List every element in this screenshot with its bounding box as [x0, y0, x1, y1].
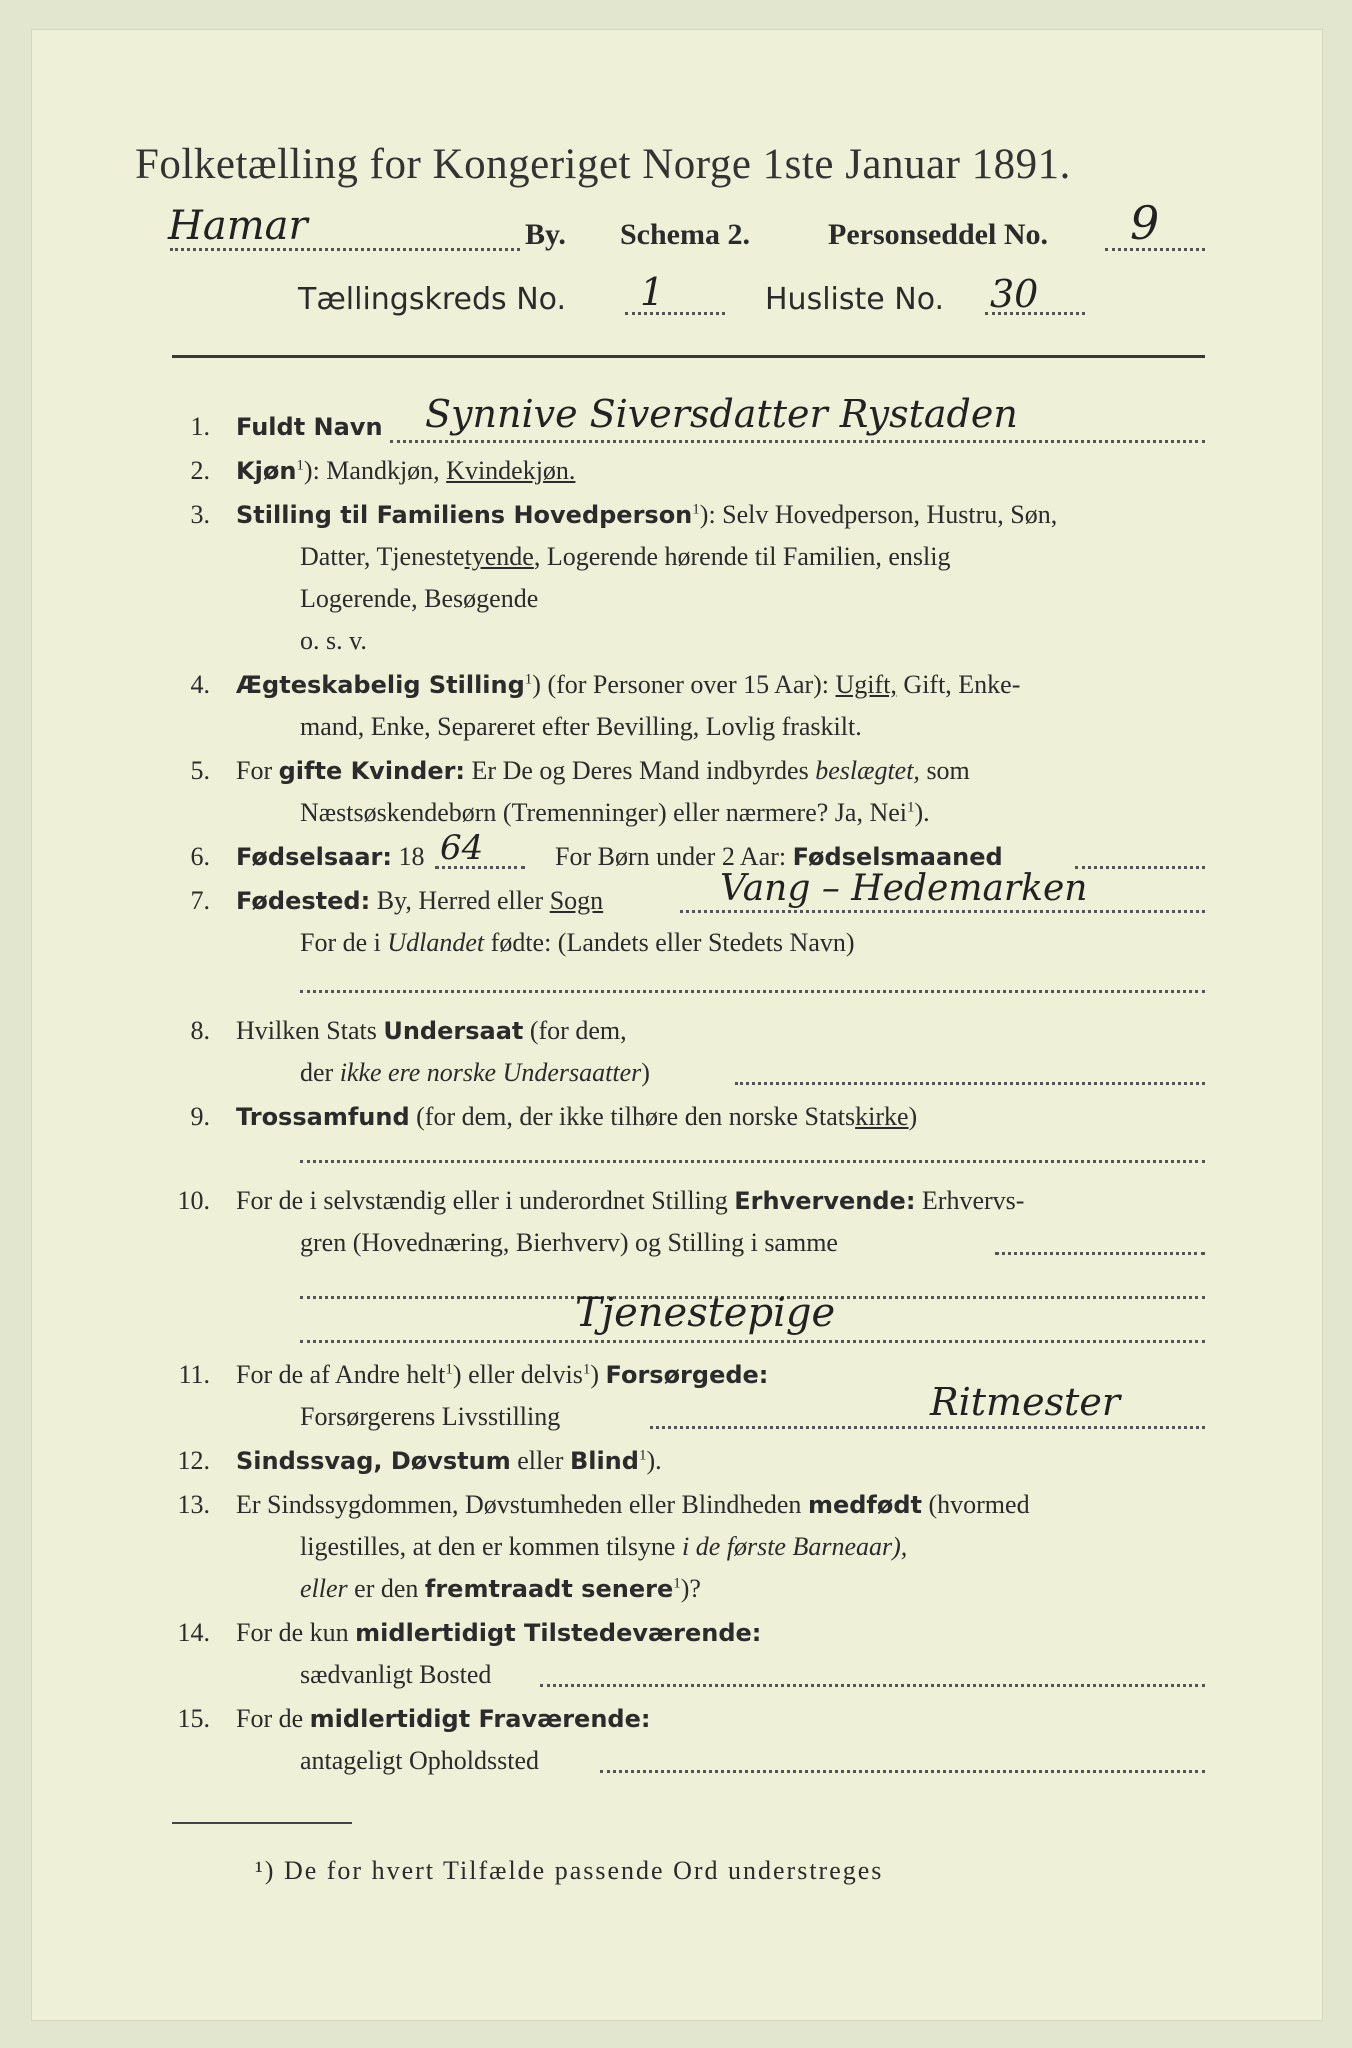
husliste-label: Husliste No. — [765, 282, 945, 317]
religion-selected: kirke — [855, 1102, 909, 1131]
religion-label: Trossamfund — [236, 1103, 410, 1131]
citizenship-label: Undersaat — [383, 1017, 524, 1045]
form-title: Folketælling for Kongeriget Norge 1ste Januar 1891. — [135, 141, 1071, 188]
personseddel-label: Personseddel No. — [828, 218, 1048, 251]
congenital-text: Er Sindssygdommen, Døvstumheden eller Blindheden — [236, 1490, 802, 1519]
citizenship-text: der — [300, 1058, 334, 1087]
occupation-label: Erhvervende: — [734, 1187, 916, 1215]
item-number: 5. — [190, 756, 210, 785]
disability-label: Sindssvag, Døvstum — [236, 1447, 511, 1475]
marital-status-label: Ægteskabelig Stilling — [236, 671, 525, 699]
family-position-text: , Logerende hørende til Familien, enslig — [533, 542, 951, 571]
birth-year-label: Fødselsaar: — [236, 843, 392, 871]
birthplace-answer: Vang – Hedemarken — [720, 868, 1088, 909]
birth-month-dots — [1075, 866, 1205, 869]
congenital-text: eller — [300, 1574, 348, 1603]
congenital-text: i de første Barneaar), — [681, 1532, 908, 1561]
place-dots — [170, 248, 520, 251]
census-form-page — [32, 30, 1322, 2020]
birthplace-text: By, Herred eller — [376, 886, 544, 915]
birthplace-label: Fødested: — [236, 887, 371, 915]
header-rule — [172, 355, 1205, 358]
congenital-label: medfødt — [807, 1491, 922, 1519]
husliste-number: 30 — [990, 272, 1039, 316]
item-number: 2. — [190, 456, 210, 485]
full-name-answer: Synnive Siversdatter Rystaden — [425, 392, 1018, 436]
married-women-text: Næstsøskendebørn (Tremenninger) eller nærmere? Ja, Nei — [300, 798, 907, 827]
temporary-present-text: For de kun — [236, 1618, 349, 1647]
item-number: 9. — [190, 1102, 210, 1131]
birth-month-text: For Børn under 2 Aar: — [555, 842, 787, 871]
dependent-label: Forsørgede: — [605, 1361, 769, 1389]
by-label: By. — [525, 218, 566, 251]
foreign-birthplace-dots — [300, 990, 1205, 993]
full-name-label: Fuldt Navn — [236, 413, 383, 441]
family-position-text: o. s. v. — [300, 626, 367, 655]
item-number: 13. — [177, 1490, 210, 1519]
item-number: 12. — [177, 1446, 210, 1475]
congenital-text: ligestilles, at den er kommen tilsyne — [300, 1532, 676, 1561]
birth-year-answer: 64 — [440, 828, 484, 868]
foreign-birthplace-text: For de i — [300, 928, 381, 957]
personseddel-number: 9 — [1130, 196, 1160, 250]
tellingskreds-label: Tællingskreds No. — [298, 282, 566, 317]
item-number: 11. — [178, 1360, 210, 1389]
item-number: 14. — [177, 1618, 210, 1647]
religion-dots — [300, 1160, 1205, 1163]
schema-label: Schema 2. — [620, 218, 750, 251]
citizenship-text: (for dem, — [529, 1016, 627, 1045]
disability-text: eller — [517, 1446, 564, 1475]
citizenship-text: ikke ere norske Undersaatter — [339, 1058, 642, 1087]
item-number: 8. — [190, 1016, 210, 1045]
congenital-label: fremtraadt senere — [424, 1575, 674, 1603]
usual-residence-text: sædvanligt Bosted — [300, 1660, 492, 1689]
married-women-text: For — [236, 756, 273, 785]
full-name-dots — [390, 440, 1205, 443]
dependent-text: For de af Andre helt — [236, 1360, 446, 1389]
item-number: 15. — [177, 1704, 210, 1733]
marital-status-text: mand, Enke, Separeret efter Bevilling, Lovlig fraskilt. — [300, 712, 862, 741]
dependent-text: eller delvis — [468, 1360, 583, 1389]
birth-month-label: Fødselsmaaned — [792, 843, 1003, 871]
birth-year-prefix: 18 — [398, 842, 425, 871]
husliste-dots — [985, 312, 1085, 315]
personseddel-dots — [1105, 248, 1205, 251]
temporary-absent-text: For de — [236, 1704, 304, 1733]
probable-residence-dots — [600, 1770, 1205, 1773]
religion-text: (for dem, der ikke tilhøre den norske Stats — [416, 1102, 856, 1131]
family-position-label: Stilling til Familiens Hovedperson — [236, 501, 693, 529]
item-number: 4. — [190, 670, 210, 699]
item-number: 3. — [190, 500, 210, 529]
temporary-present-label: midlertidigt Tilstedeværende: — [355, 1619, 762, 1647]
occupation-answer: Tjenestepige — [575, 1290, 836, 1336]
family-position-selected: tyende — [464, 542, 534, 571]
occupation-dots — [995, 1252, 1205, 1255]
sex-selected: Kvindekjøn. — [446, 456, 576, 485]
footnote-rule — [172, 1822, 352, 1824]
occupation-text: gren (Hovednæring, Bierhverv) og Stilling i samme — [300, 1228, 838, 1257]
item-number: 10. — [177, 1186, 210, 1215]
temporary-absent-label: midlertidigt Fraværende: — [309, 1705, 651, 1733]
family-position-text: Datter, Tjeneste — [300, 542, 465, 571]
provider-occupation-text: Forsørgerens Livsstilling — [300, 1402, 561, 1431]
disability-label: Blind — [569, 1447, 639, 1475]
citizenship-text: Hvilken Stats — [236, 1016, 377, 1045]
occupation-text: For de i selvstændig eller i underordnet Stilling — [236, 1186, 728, 1215]
married-women-text: som — [926, 756, 970, 785]
family-position-text: ): Selv Hovedperson, Hustru, Søn, — [699, 500, 1058, 529]
married-women-text: beslægtet, — [815, 756, 920, 785]
birth-year-dots — [435, 866, 525, 869]
tellingskreds-number: 1 — [640, 270, 665, 314]
footnote-text: ¹) De for hvert Tilfælde passende Ord understreges — [255, 1856, 884, 1885]
marital-status-selected: Ugift, — [835, 670, 897, 699]
birthplace-selected: Sogn — [549, 886, 604, 915]
item-number: 1. — [190, 412, 210, 441]
item-number: 7. — [190, 886, 210, 915]
item-number: 6. — [190, 842, 210, 871]
usual-residence-dots — [540, 1684, 1205, 1687]
place-handwritten: Hamar — [168, 203, 308, 249]
married-women-text: Er De og Deres Mand indbyrdes — [471, 756, 809, 785]
foreign-birthplace-text: fødte: (Landets eller Stedets Navn) — [490, 928, 855, 957]
probable-residence-text: antageligt Opholdssted — [300, 1746, 540, 1775]
provider-occupation-answer: Ritmester — [930, 1380, 1120, 1424]
congenital-text: (hvormed — [928, 1490, 1030, 1519]
provider-occupation-dots — [650, 1426, 1205, 1429]
family-position-text: Logerende, Besøgende — [300, 584, 539, 613]
foreign-birthplace-text: Udlandet — [387, 928, 485, 957]
sex-options: ): Mandkjøn, — [303, 456, 440, 485]
occupation-dots — [300, 1340, 1205, 1343]
sex-label: Kjøn — [236, 457, 297, 485]
occupation-text: Erhvervs- — [921, 1186, 1025, 1215]
tellingskreds-dots — [625, 312, 725, 315]
citizenship-dots — [735, 1082, 1205, 1085]
birthplace-dots — [680, 910, 1205, 913]
married-women-label: gifte Kvinder: — [278, 757, 466, 785]
marital-status-text: ) (for Personer over 15 Aar): — [532, 670, 830, 699]
marital-status-text: Gift, Enke- — [903, 670, 1021, 699]
congenital-text: er den — [354, 1574, 419, 1603]
